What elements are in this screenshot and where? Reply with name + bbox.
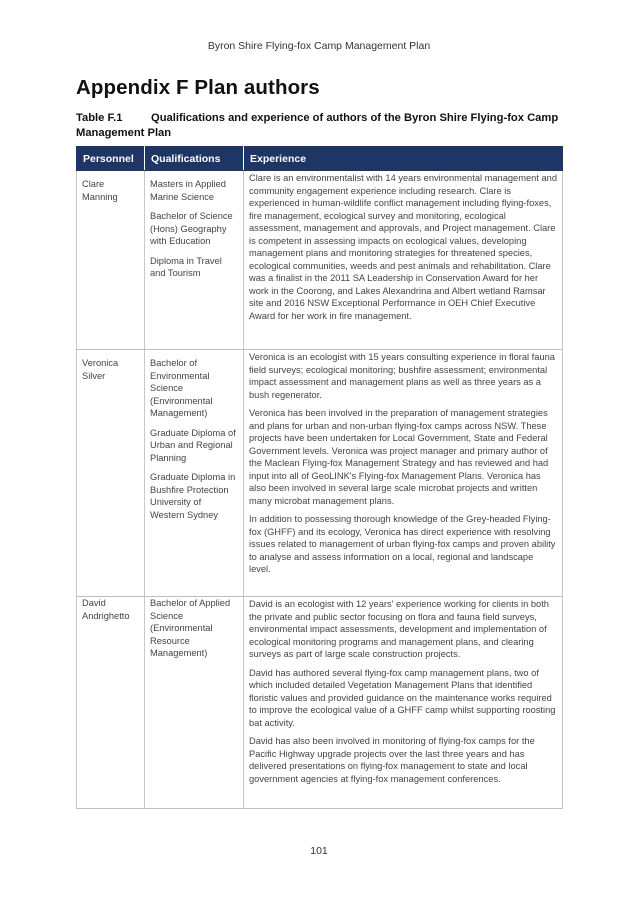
qualifications-cell [145, 171, 244, 350]
qualifications-cell [145, 597, 244, 809]
experience-paragraph: David is an ecologist with 12 years' experience working for clients in both the private and public sector focusing on flora and fauna field surveys, environmental impact assessments, development and implementation of ecological monitoring programs and management plans, and clearing surveys as part of large scale construction projects. [249, 599, 549, 659]
table-caption-text: Qualifications and experience of authors of the Byron Shire Flying-fox Camp Management Plan [76, 112, 559, 139]
experience-paragraph: Veronica is an ecologist with 15 years consulting experience in floral fauna field surveys; ecological monitoring; bushfire assessment; environmental impact assessment and management plans as well as three years as a bush regenerator. [249, 352, 555, 400]
qualification-item: Diploma in Travel and Tourism [150, 255, 222, 278]
person-name: Veronica Silver [82, 358, 119, 381]
qualifications-cell [145, 350, 244, 597]
qualification-item: Bachelor of Applied Science (Environmental Resource Management) [150, 598, 231, 658]
table-caption-number: Table F.1 [76, 112, 123, 124]
page-number: 101 [310, 845, 328, 857]
person-name: David Andrighetto [82, 598, 130, 621]
experience-paragraph: In addition to possessing thorough knowledge of the Grey-headed Flying-fox (GHFF) and its ecology, Veronica has direct experience with resolving issues related to management of urban flying-fox camps and proven ability to analyse and assess information on a local, regional and landscape level. [249, 514, 556, 574]
table-row [77, 350, 563, 597]
experience-paragraph: Veronica has been involved in the preparation of management strategies and plans for urban and non-urban flying-fox camps across NSW. These projects have been undertaken for Local Government, State and Federal Government levels. Veronica was project manager and primary author of the Maclean Flying-fox Management Strategy and has reviewed and had input into all of GeoLINK's Flying-fox Management Plans. Veronica has also been involved in several large scale microbat projects and written many microbat management plans. [249, 408, 549, 506]
experience-cell [244, 597, 563, 809]
experience-cell [244, 350, 563, 597]
column-header-personnel: Personnel [77, 147, 145, 171]
table-caption [76, 111, 566, 141]
authors-table [76, 146, 563, 809]
personnel-cell [77, 597, 145, 809]
table-header-row [77, 147, 563, 171]
page-title: Appendix F Plan authors [76, 76, 320, 99]
experience-paragraph: David has also been involved in monitoring of flying-fox camps for the Pacific Highway upgrade projects over the last three years and has delivered presentations on flying-fox management to state and local government agencies at flying-fox management conferences. [249, 736, 535, 784]
qualification-item: Graduate Diploma in Bushfire Protection University of Western Sydney [150, 472, 236, 520]
table-row [77, 171, 563, 350]
experience-cell [244, 171, 563, 350]
column-header-experience: Experience [244, 147, 563, 171]
qualification-item: Bachelor of Science (Hons) Geography with Education [150, 211, 233, 246]
table-row [77, 597, 563, 809]
column-header-qualifications: Qualifications [145, 147, 244, 171]
experience-paragraph: Clare is an environmentalist with 14 years environmental management and community engagement experience including research. Clare is experienced in human-wildlife conflict management including flying-foxes, fire management, ecological survey and monitoring, ecological assessment, management and approvals, and Project management. Clare is competent in assessing impacts on ecological values, developing management plans and monitoring strategies for threatened species, ecological communities, weeds and pest animals and rehabilitation. Clare was a finalist in the 2011 SA Leadership in Conservation Award for her work in the Coorong, and Lakes Alexandrina and Albert wetland Ramsar site and 2016 NSW Exceptional Performance in OEH Chief Executive Award for her work in fire management. [249, 173, 557, 321]
experience-paragraph: David has authored several flying-fox camp management plans, two of which included detailed Vegetation Management Plans that identified floristic values and provided guidance on the maintenance works required to improve the ecological value of a GHFF camp whilst supporting roosting bat activity. [249, 667, 556, 728]
personnel-cell [77, 171, 145, 350]
personnel-cell [77, 350, 145, 597]
qualification-item: Masters in Applied Marine Science [150, 179, 226, 202]
qualification-item: Graduate Diploma of Urban and Regional Planning [150, 427, 236, 463]
running-header: Byron Shire Flying-fox Camp Management Plan [207, 40, 431, 52]
qualification-item: Bachelor of Environmental Science (Environmental Management) [150, 358, 213, 418]
person-name: Clare Manning [82, 179, 118, 202]
